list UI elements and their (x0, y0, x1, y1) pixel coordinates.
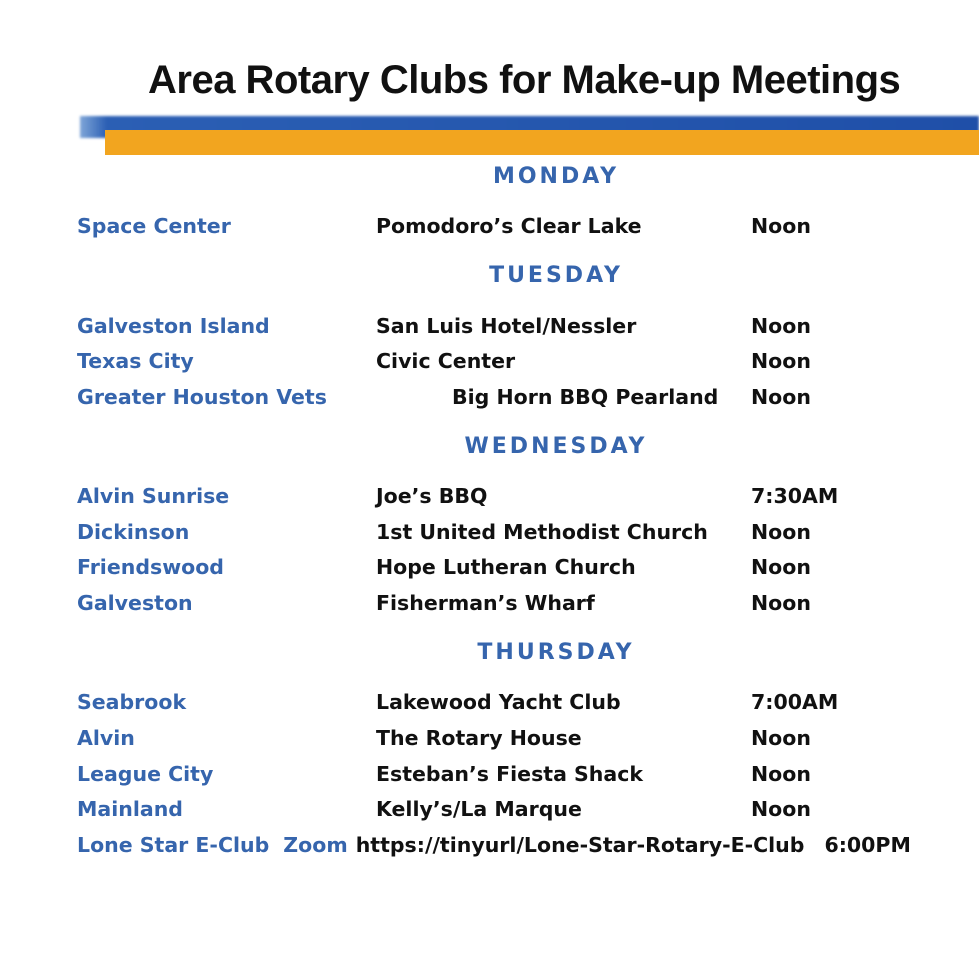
club-name: Seabrook (77, 690, 187, 714)
day-heading-monday: MONDAY (492, 164, 620, 189)
meeting-place: Pomodoro’s Clear Lake (376, 214, 642, 238)
meeting-place: Kelly’s/La Marque (376, 797, 582, 821)
meeting-time: 7:30AM (751, 484, 839, 508)
club-name: Alvin (77, 726, 135, 750)
page-title: Area Rotary Clubs for Make-up Meetings (148, 58, 901, 102)
meeting-row (0, 214, 979, 244)
club-name: Texas City (77, 349, 194, 373)
meeting-time: Noon (751, 520, 811, 544)
meeting-row (0, 484, 979, 514)
meeting-place: The Rotary House (376, 726, 582, 750)
meeting-place: Esteban’s Fiesta Shack (376, 762, 644, 786)
meeting-row (0, 591, 979, 621)
club-name: League City (77, 762, 214, 786)
meeting-place: Hope Lutheran Church (376, 555, 636, 579)
meeting-row (0, 797, 979, 827)
meeting-place: Big Horn BBQ Pearland (452, 385, 719, 409)
meeting-place: 1st United Methodist Church (376, 520, 708, 544)
meeting-time: Noon (751, 385, 811, 409)
eclub-name: Lone Star E-Club (77, 833, 270, 857)
meeting-time: 7:00AM (751, 690, 839, 714)
meeting-row (0, 349, 979, 379)
eclub-url: https://tinyurl/Lone-Star-Rotary-E-Club (355, 833, 805, 857)
meeting-row (0, 385, 979, 415)
meeting-time: Noon (751, 797, 811, 821)
meeting-row (0, 555, 979, 585)
club-name: Greater Houston Vets (77, 385, 327, 409)
meeting-place: Joe’s BBQ (376, 484, 488, 508)
meeting-place: Civic Center (376, 349, 516, 373)
header-gold-bar (105, 130, 979, 155)
meeting-row (0, 762, 979, 792)
meeting-place: Lakewood Yacht Club (376, 690, 621, 714)
club-name: Alvin Sunrise (77, 484, 230, 508)
eclub-time: 6:00PM (824, 833, 911, 857)
meeting-place: Fisherman’s Wharf (376, 591, 595, 615)
day-heading-tuesday: TUESDAY (489, 263, 623, 288)
day-heading-thursday: THURSDAY (477, 640, 635, 665)
meeting-time: Noon (751, 555, 811, 579)
club-name: Space Center (77, 214, 231, 238)
eclub-row (77, 833, 911, 857)
meeting-row (0, 726, 979, 756)
meeting-time: Noon (751, 214, 811, 238)
meeting-row (0, 314, 979, 344)
meeting-time: Noon (751, 591, 811, 615)
meeting-time: Noon (751, 349, 811, 373)
club-name: Mainland (77, 797, 183, 821)
club-name: Friendswood (77, 555, 224, 579)
meeting-row (0, 690, 979, 720)
day-heading-wednesday: WEDNESDAY (464, 434, 648, 459)
meeting-place: San Luis Hotel/Nessler (376, 314, 637, 338)
meeting-row (0, 520, 979, 550)
club-name: Dickinson (77, 520, 190, 544)
meeting-time: Noon (751, 726, 811, 750)
club-name: Galveston Island (77, 314, 270, 338)
club-name: Galveston (77, 591, 193, 615)
meeting-time: Noon (751, 314, 811, 338)
eclub-mode: Zoom (283, 833, 348, 857)
meeting-time: Noon (751, 762, 811, 786)
